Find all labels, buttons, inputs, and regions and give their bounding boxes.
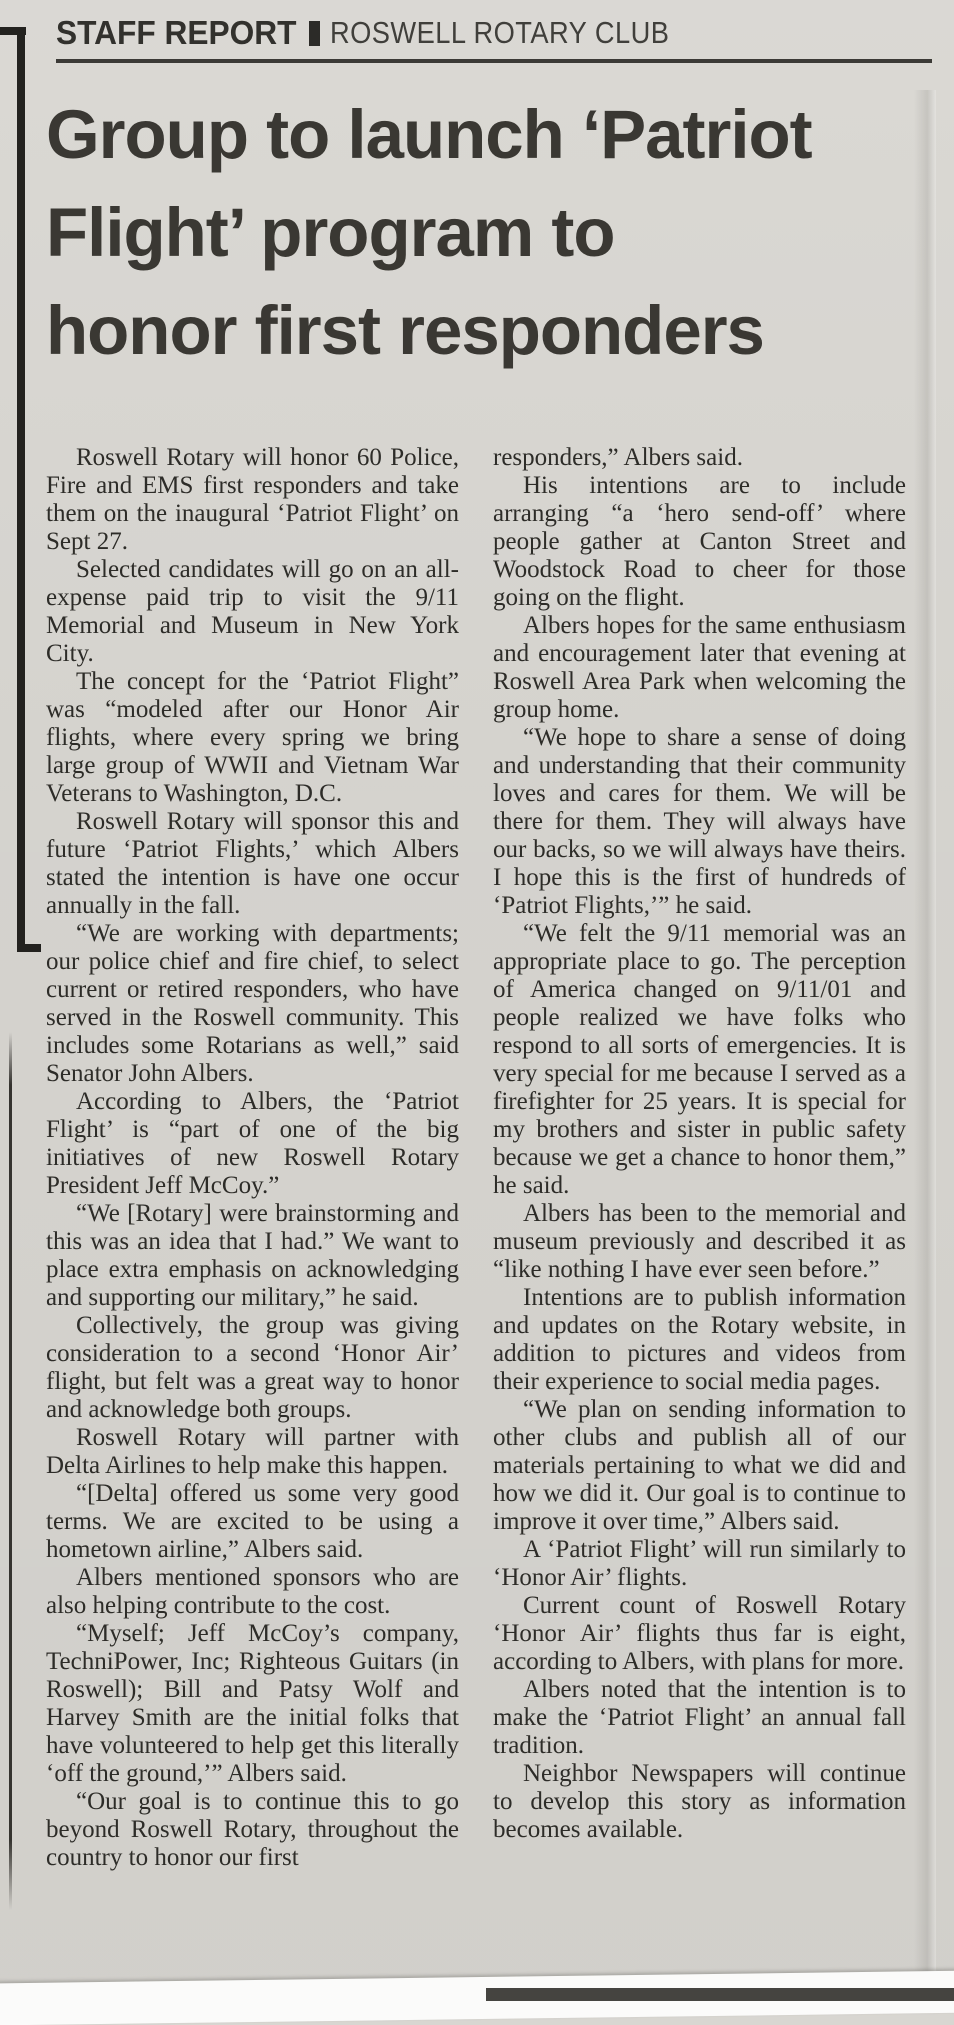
article-paragraph: Roswell Rotary will sponsor this and future ‘Patriot Flights,’ which Albers stated the intention is have one occur annually in the fall. xyxy=(46,808,459,919)
article-paragraph: Neighbor Newspapers will continue to develop this story as information becomes available. xyxy=(493,1760,906,1843)
article-paragraph: Current count of Roswell Rotary ‘Honor Air’ flights thus far is eight, according to Albers, with plans for more. xyxy=(493,1592,906,1675)
article-paragraph: Roswell Rotary will partner with Delta Airlines to help make this happen. xyxy=(46,1424,459,1479)
article-paragraph: A ‘Patriot Flight’ will run similarly to ‘Honor Air’ flights. xyxy=(493,1536,906,1591)
article-paragraph: “We [Rotary] were brainstorming and this was an idea that I had.” We want to place extra emphasis on acknowledging and supporting our military,” he said. xyxy=(46,1200,459,1311)
article-paragraph: responders,” Albers said. xyxy=(493,444,743,471)
article-paragraph: Intentions are to publish information and updates on the Rotary website, in addition to pictures and videos from their experience to social media pages. xyxy=(493,1284,906,1395)
column-rule-line xyxy=(9,1032,12,1910)
article-paragraph: “We felt the 9/11 memorial was an appropriate place to go. The perception of America changed on 9/11/01 and people realized we have folks who respond to all sorts of emergencies. It is very special for me because I served as a firefighter for 25 years. It is special for my brothers and sister in public safety because we get a chance to honor them,” he said. xyxy=(493,920,906,1199)
article-column-left xyxy=(46,444,459,1992)
article-paragraph: Albers noted that the intention is to make the ‘Patriot Flight’ an annual fall tradition. xyxy=(493,1676,906,1759)
article-paragraph: Roswell Rotary will honor 60 Police, Fire and EMS first responders and take them on the inaugural ‘Patriot Flight’ on Sept 27. xyxy=(46,444,459,555)
page-border-left-foot xyxy=(17,944,41,952)
publication-name: ROSWELL ROTARY CLUB xyxy=(329,15,669,50)
article-paragraph: His intentions are to include arranging “a ‘hero send-off’ where people gather at Canton Street and Woodstock Road to cheer for those going on the flight. xyxy=(493,472,906,611)
headline-line-2: Flight’ program to xyxy=(46,194,615,271)
article-paragraph: “Our goal is to continue this to go beyond Roswell Rotary, throughout the country to honor our first xyxy=(46,1788,459,1871)
article-paragraph: “[Delta] offered us some very good terms. We are excited to be using a hometown airline,” Albers said. xyxy=(46,1480,459,1563)
article-paragraph: Albers hopes for the same enthusiasm and encouragement later that evening at Roswell Area Park when welcoming the group home. xyxy=(493,612,906,723)
headline-line-1: Group to launch ‘Patriot xyxy=(46,96,812,173)
headline xyxy=(46,86,938,380)
article-body xyxy=(46,444,906,1992)
article-paragraph: “We plan on sending information to other clubs and publish all of our materials pertaining to what we did and how we did it. Our goal is to continue to improve it over time,” Albers said. xyxy=(493,1396,906,1535)
article-paragraph: “We hope to share a sense of doing and understanding that their community loves and cares for them. We will be there for them. They will always have our backs, so we will always have theirs. I hope this is the first of hundreds of ‘Patriot Flights,’” he said. xyxy=(493,724,906,919)
article-column-right xyxy=(493,444,906,1992)
article-paragraph: “We are working with departments; our police chief and fire chief, to select current or retired responders, who have served in the Roswell community. This includes some Rotarians as well,” said Senator John Albers. xyxy=(46,920,459,1087)
article-paragraph: “Myself; Jeff McCoy’s company, TechniPower, Inc; Righteous Guitars (in Roswell); Bill and Patsy Wolf and Harvey Smith are the initial folks that have volunteered to help get this literally ‘off the ground,’” Albers said. xyxy=(46,1620,459,1787)
page-border-left-bar xyxy=(17,27,25,952)
kicker-label: STAFF REPORT xyxy=(56,14,297,51)
article-paragraph: Selected candidates will go on an all-expense paid trip to visit the 9/11 Memorial and Museum in New York City. xyxy=(46,556,459,667)
kicker-rule xyxy=(56,59,932,63)
article-paragraph: According to Albers, the ‘Patriot Flight’ is “part of one of the big initiatives of new Roswell Rotary President Jeff McCoy.” xyxy=(46,1088,459,1199)
headline-line-3: honor first responders xyxy=(46,292,764,369)
article-paragraph: Albers has been to the memorial and museum previously and described it as “like nothing I have ever seen before.” xyxy=(493,1200,906,1283)
separator-bar-icon xyxy=(309,21,320,46)
article-paragraph: Collectively, the group was giving consideration to a second ‘Honor Air’ flight, but felt was a great way to honor and acknowledge both groups. xyxy=(46,1312,459,1423)
kicker xyxy=(56,14,936,52)
article-paragraph: The concept for the ‘Patriot Flight” was “modeled after our Honor Air flights, where every spring we bring large group of WWII and Vietnam War Veterans to Washington, D.C. xyxy=(46,668,459,807)
scan-bottom-shadow xyxy=(486,1988,954,2001)
article-paragraph: Albers mentioned sponsors who are also helping contribute to the cost. xyxy=(46,1564,459,1619)
